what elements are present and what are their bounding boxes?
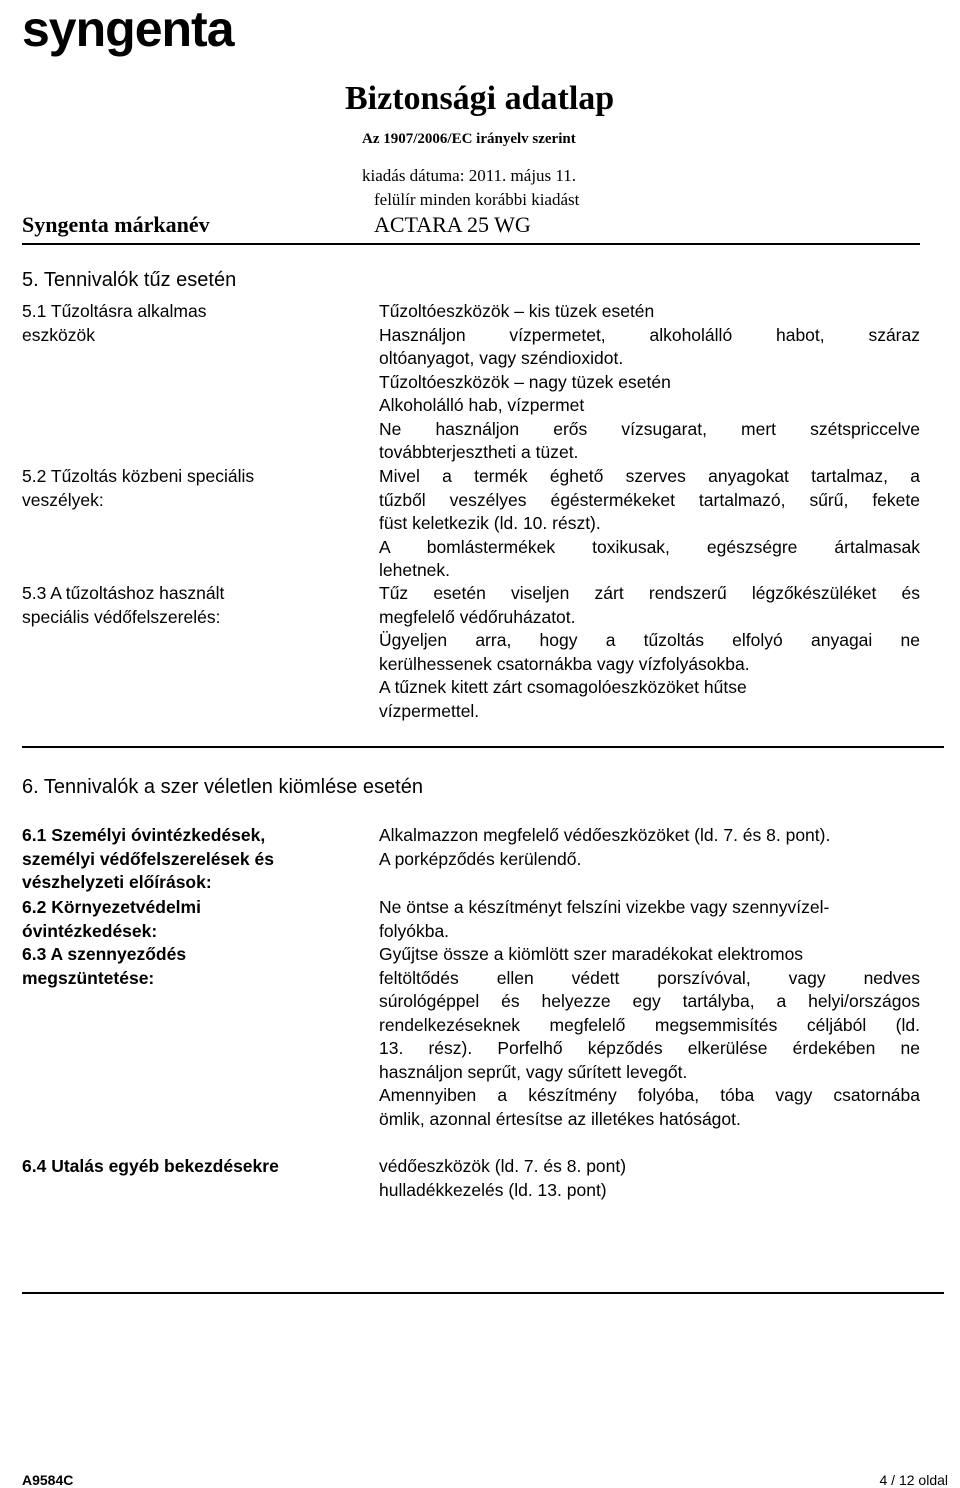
page-number: 4 / 12 oldal [879, 1472, 948, 1488]
text-line: kerülhessenek csatornákba vagy vízfolyásokba. [379, 653, 750, 674]
section-6-3-label: 6.3 A szennyeződés megszüntetése: [22, 944, 187, 988]
text-line: Gyűjtse össze a kiömlött szer maradékokat elektromos [379, 944, 804, 964]
text-line: A bomlástermékek toxikusak, egészségre ártalmasak [379, 536, 920, 557]
text-line: Tűz esetén viseljen zárt rendszerű légzőkészüléket és [379, 583, 920, 603]
text-line: Alkoholálló hab, vízpermet [379, 395, 585, 415]
text-line: folyókba. [379, 920, 450, 941]
section-6-divider [22, 1292, 944, 1294]
text-line: vízpermettel. [379, 700, 480, 721]
product-name: ACTARA 25 WG [374, 212, 531, 237]
text-line: védőeszközök (ld. 7. és 8. pont) [379, 1156, 627, 1176]
text-line: megfelelő védőruházatot. [379, 606, 576, 627]
issue-date: kiadás dátuma: 2011. május 11. [362, 166, 577, 185]
syngenta-logo: syngenta [22, 1, 234, 57]
document-code: A9584C [22, 1472, 74, 1488]
text-line: Ne öntse a készítményt felszíni vizekbe vagy szennyvízel- [379, 897, 830, 917]
section-6-4-label: 6.4 Utalás egyéb bekezdésekre [22, 1156, 279, 1176]
document-title: Biztonsági adatlap [345, 80, 615, 117]
text-line: Használjon vízpermetet, alkoholálló habot, száraz [379, 324, 920, 345]
text-line: Tűzoltóeszközök – kis tüzek esetén [379, 301, 655, 321]
section-6-2-label: 6.2 Környezetvédelmi óvintézkedések: [22, 897, 201, 941]
section-6-2-text [379, 896, 920, 943]
text-line: füst keletkezik (ld. 10. részt). [379, 513, 601, 533]
text-line: oltóanyagot, vagy széndioxidot. [379, 348, 624, 368]
section-5-divider [22, 746, 944, 748]
text-line: Amennyiben a készítmény folyóba, tóba vagy csatornába [379, 1085, 920, 1105]
section-6-3-text [379, 943, 920, 1131]
text-line: Tűzoltóeszközök – nagy tüzek esetén [379, 371, 671, 392]
brand-label: Syngenta márkanév [22, 212, 210, 237]
text-line: Mivel a termék éghető szerves anyagokat tartalmaz, a [379, 466, 920, 486]
section-6-1-label: 6.1 Személyi óvintézkedések, személyi védőfelszerelések és vészhelyzeti előírások: [22, 825, 274, 892]
text-line: Ne használjon erős vízsugarat, mert szétspriccelve [379, 418, 920, 439]
text-line: ömlik, azonnal értesítse az illetékes hatóságot. [379, 1108, 741, 1129]
regulation-reference: Az 1907/2006/EC irányelv szerint [362, 131, 576, 147]
text-line: súrológéppel és helyezze egy tartályba, a helyi/országos [379, 991, 920, 1011]
text-line: tűzből veszélyes égéstermékeket tartalmazó, sűrű, fekete [379, 489, 920, 510]
text-line: hulladékkezelés (ld. 13. pont) [379, 1179, 607, 1200]
header-divider [22, 243, 920, 245]
text-line: rendelkezéseknek megfelelő megsemmisítés céljából (ld. [379, 1014, 920, 1035]
section-5-2-text [379, 465, 920, 583]
section-6-4-text [379, 1155, 920, 1202]
section-5-3-text [379, 582, 920, 723]
text-line: A porképződés kerülendő. [379, 848, 582, 869]
text-line: Ügyeljen arra, hogy a tűzoltás elfolyó anyagai ne [379, 630, 920, 650]
section-5-3-label: 5.3 A tűzoltáshoz használt speciális védőfelszerelés: [22, 583, 225, 627]
text-line: használjon seprűt, vagy sűrített levegőt. [379, 1061, 688, 1082]
text-line: 13. rész). Porfelhő képződés elkerülése érdekében ne [379, 1038, 920, 1058]
text-line: Alkalmazzon megfelelő védőeszközöket (ld. 7. és 8. pont). [379, 825, 831, 845]
section-5-1-text [379, 300, 920, 465]
text-line: A tűznek kitett zárt csomagolóeszközöket hűtse [379, 677, 747, 697]
text-line: lehetnek. [379, 560, 451, 580]
text-line: továbbterjesztheti a tüzet. [379, 442, 579, 462]
section-6-1-text [379, 824, 920, 871]
text-line: feltöltődés ellen védett porszívóval, vagy nedves [379, 967, 920, 988]
section-5-2-label: 5.2 Tűzoltás közbeni speciális veszélyek: [22, 466, 255, 510]
supersedes-note: felülír minden korábbi kiadást [374, 190, 580, 209]
section-5-1-label: 5.1 Tűzoltásra alkalmas eszközök [22, 301, 207, 345]
section-6-heading: 6. Tennivalók a szer véletlen kiömlése esetén [22, 776, 423, 798]
section-5-heading: 5. Tennivalók tűz esetén [22, 269, 237, 291]
